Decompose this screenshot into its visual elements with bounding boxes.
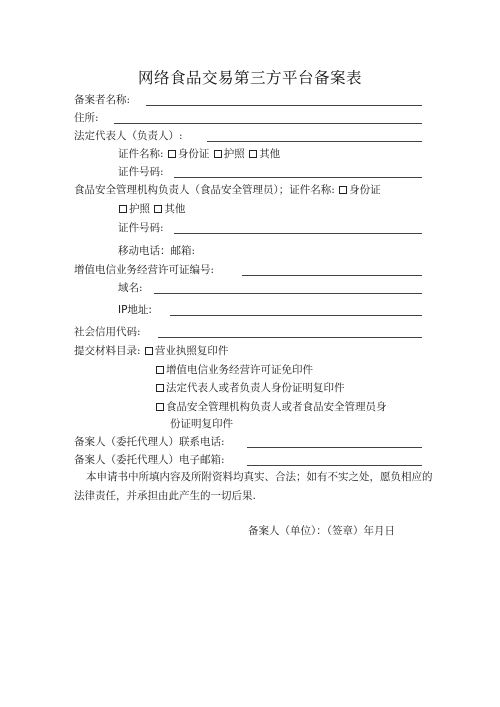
id-number-row: [118, 165, 164, 179]
id-option-label: 身份证: [177, 148, 210, 160]
food-id-number-label: 证件号码:: [118, 222, 164, 234]
address-row: [74, 111, 99, 125]
id-option-checkbox[interactable]: [168, 150, 176, 158]
domain-label: 域名:: [118, 282, 143, 294]
id-type-row: [118, 147, 280, 161]
declaration-text: 本申请书中所填内容及所附资料均真实、合法；如有不实之处，愿负相应的法律责任，并承担由此产生的一切后果.: [74, 471, 433, 502]
agent-email-field[interactable]: [247, 454, 422, 466]
food-safety-id-continuation: 份证明复印件: [170, 418, 233, 430]
agent-phone-label: 备案人（委托代理人）联系电话:: [74, 436, 225, 448]
domain-field[interactable]: [154, 282, 422, 294]
telecom-copy-checkbox[interactable]: [156, 366, 164, 374]
legal-rep-row: [74, 129, 183, 143]
credit-code-field[interactable]: [158, 326, 422, 338]
address-field[interactable]: [114, 112, 422, 124]
legal-rep-id-label: 法定代表人或者负责人身份证明复印件: [166, 382, 345, 394]
food-safety-head-row: [74, 183, 381, 197]
materials-row-3: [155, 381, 345, 395]
other-option-label: 其他: [259, 148, 281, 160]
telecom-copy-label: 增值电信业务经营许可证免印件: [166, 364, 313, 376]
agent-email-label: 备案人（委托代理人）电子邮箱:: [74, 454, 225, 466]
agent-email-row: [74, 453, 225, 467]
food-id-option-label: 身份证: [349, 184, 381, 196]
mobile-email-row: [118, 244, 195, 258]
ip-field[interactable]: [170, 304, 422, 316]
business-license-checkbox[interactable]: [145, 347, 153, 355]
legal-rep-label: 法定代表人（负责人）:: [74, 130, 183, 142]
food-passport-option-label: 护照: [129, 203, 150, 215]
food-other-option-checkbox[interactable]: [154, 205, 162, 213]
materials-label: 提交材料目录:: [74, 345, 141, 357]
id-number-field[interactable]: [174, 166, 422, 178]
ip-label: IP地址:: [118, 304, 152, 316]
id-number-label: 证件号码:: [118, 166, 164, 178]
food-id-option-checkbox[interactable]: [339, 186, 347, 194]
food-id-options-row: [118, 202, 185, 216]
materials-row-1: [74, 344, 228, 358]
agent-phone-row: [74, 435, 225, 449]
food-safety-head-label: 食品安全管理机构负责人（食品安全管理员）；证件名称:: [74, 184, 335, 196]
passport-option-label: 护照: [223, 148, 245, 160]
business-license-label: 营业执照复印件: [154, 345, 229, 357]
signature-label: 备案人（单位）：（签章）年月日: [248, 525, 395, 537]
materials-row-4: [155, 400, 387, 414]
id-type-label: 证件名称:: [118, 148, 164, 160]
agent-phone-field[interactable]: [247, 436, 422, 448]
filer-name-row: [74, 93, 130, 107]
telecom-license-field[interactable]: [242, 264, 422, 276]
form-title: 网络食品交易第三方平台备案表: [137, 69, 362, 87]
filer-name-field[interactable]: [146, 94, 422, 106]
food-id-number-field[interactable]: [174, 222, 422, 234]
food-safety-id-label: 食品安全管理机构负责人或者食品安全管理员身: [166, 401, 387, 413]
credit-code-row: [74, 325, 141, 339]
telecom-license-row: [74, 263, 214, 277]
other-option-checkbox[interactable]: [249, 150, 257, 158]
passport-option-checkbox[interactable]: [214, 150, 222, 158]
address-label: 住所:: [74, 112, 99, 124]
signature-row: [248, 524, 395, 538]
materials-row-5: [170, 417, 233, 431]
materials-row-2: [155, 363, 313, 377]
legal-rep-id-checkbox[interactable]: [156, 384, 164, 392]
food-passport-option-checkbox[interactable]: [119, 205, 127, 213]
legal-rep-field[interactable]: [207, 130, 422, 142]
ip-row: [118, 303, 152, 317]
domain-row: [118, 281, 143, 295]
mobile-email-label: 移动电话：邮箱:: [118, 245, 196, 257]
food-other-option-label: 其他: [164, 203, 186, 215]
filer-name-label: 备案者名称:: [74, 94, 131, 106]
credit-code-label: 社会信用代码:: [74, 326, 141, 338]
food-safety-id-checkbox[interactable]: [156, 403, 164, 411]
telecom-license-label: 增值电信业务经营许可证编号:: [74, 264, 215, 276]
food-id-number-row: [118, 221, 164, 235]
